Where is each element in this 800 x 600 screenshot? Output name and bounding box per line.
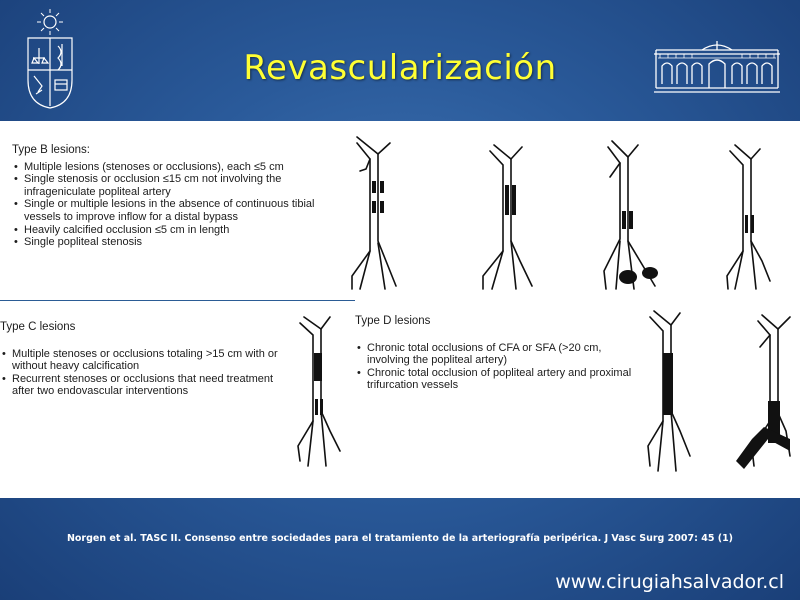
list-item: • Multiple stenoses or occlusions totaling >15 cm with or without heavy calcification [0, 348, 290, 373]
citation-text: Norgen et al. TASC II. Consenso entre sociedades para el tratamiento de la arteriografía peripérica. J Vasc Surg 2007: 45 (1) [66, 533, 734, 544]
website-url[interactable]: www.cirugiahsalvador.cl [555, 571, 784, 593]
list-item: • Recurrent stenoses or occlusions that need treatment after two endovascular interventions [0, 373, 290, 398]
vessel-diagram-b2 [483, 145, 532, 289]
list-item: • Single popliteal stenosis [12, 236, 347, 249]
content-panel [0, 121, 800, 498]
list-item: • Single stenosis or occlusion ≤15 cm not involving the infrageniculate popliteal artery [12, 173, 347, 198]
hospital-building-logo-icon [652, 38, 782, 94]
type-c-heading: Type C lesions [0, 321, 76, 333]
slide-title: Revascularización [243, 48, 557, 88]
type-b-heading: Type B lesions: [12, 144, 90, 156]
list-item: • Single or multiple lesions in the absence of continuous tibial vessels to improve inflow for a distal bypass [12, 198, 347, 223]
list-item: • Chronic total occlusions of CFA or SFA (>20 cm, involving the popliteal artery) [355, 342, 645, 367]
type-d-heading: Type D lesions [355, 315, 431, 327]
list-item: • Heavily calcified occlusion ≤5 cm in length [12, 224, 347, 237]
vessel-illustrations [0, 121, 800, 498]
list-item: • Multiple lesions (stenoses or occlusions), each ≤5 cm [12, 161, 347, 174]
vessel-diagram-b4 [727, 145, 770, 289]
vessel-diagram-c1 [298, 317, 340, 466]
list-item: • Chronic total occlusion of popliteal artery and proximal trifurcation vessels [355, 367, 645, 392]
